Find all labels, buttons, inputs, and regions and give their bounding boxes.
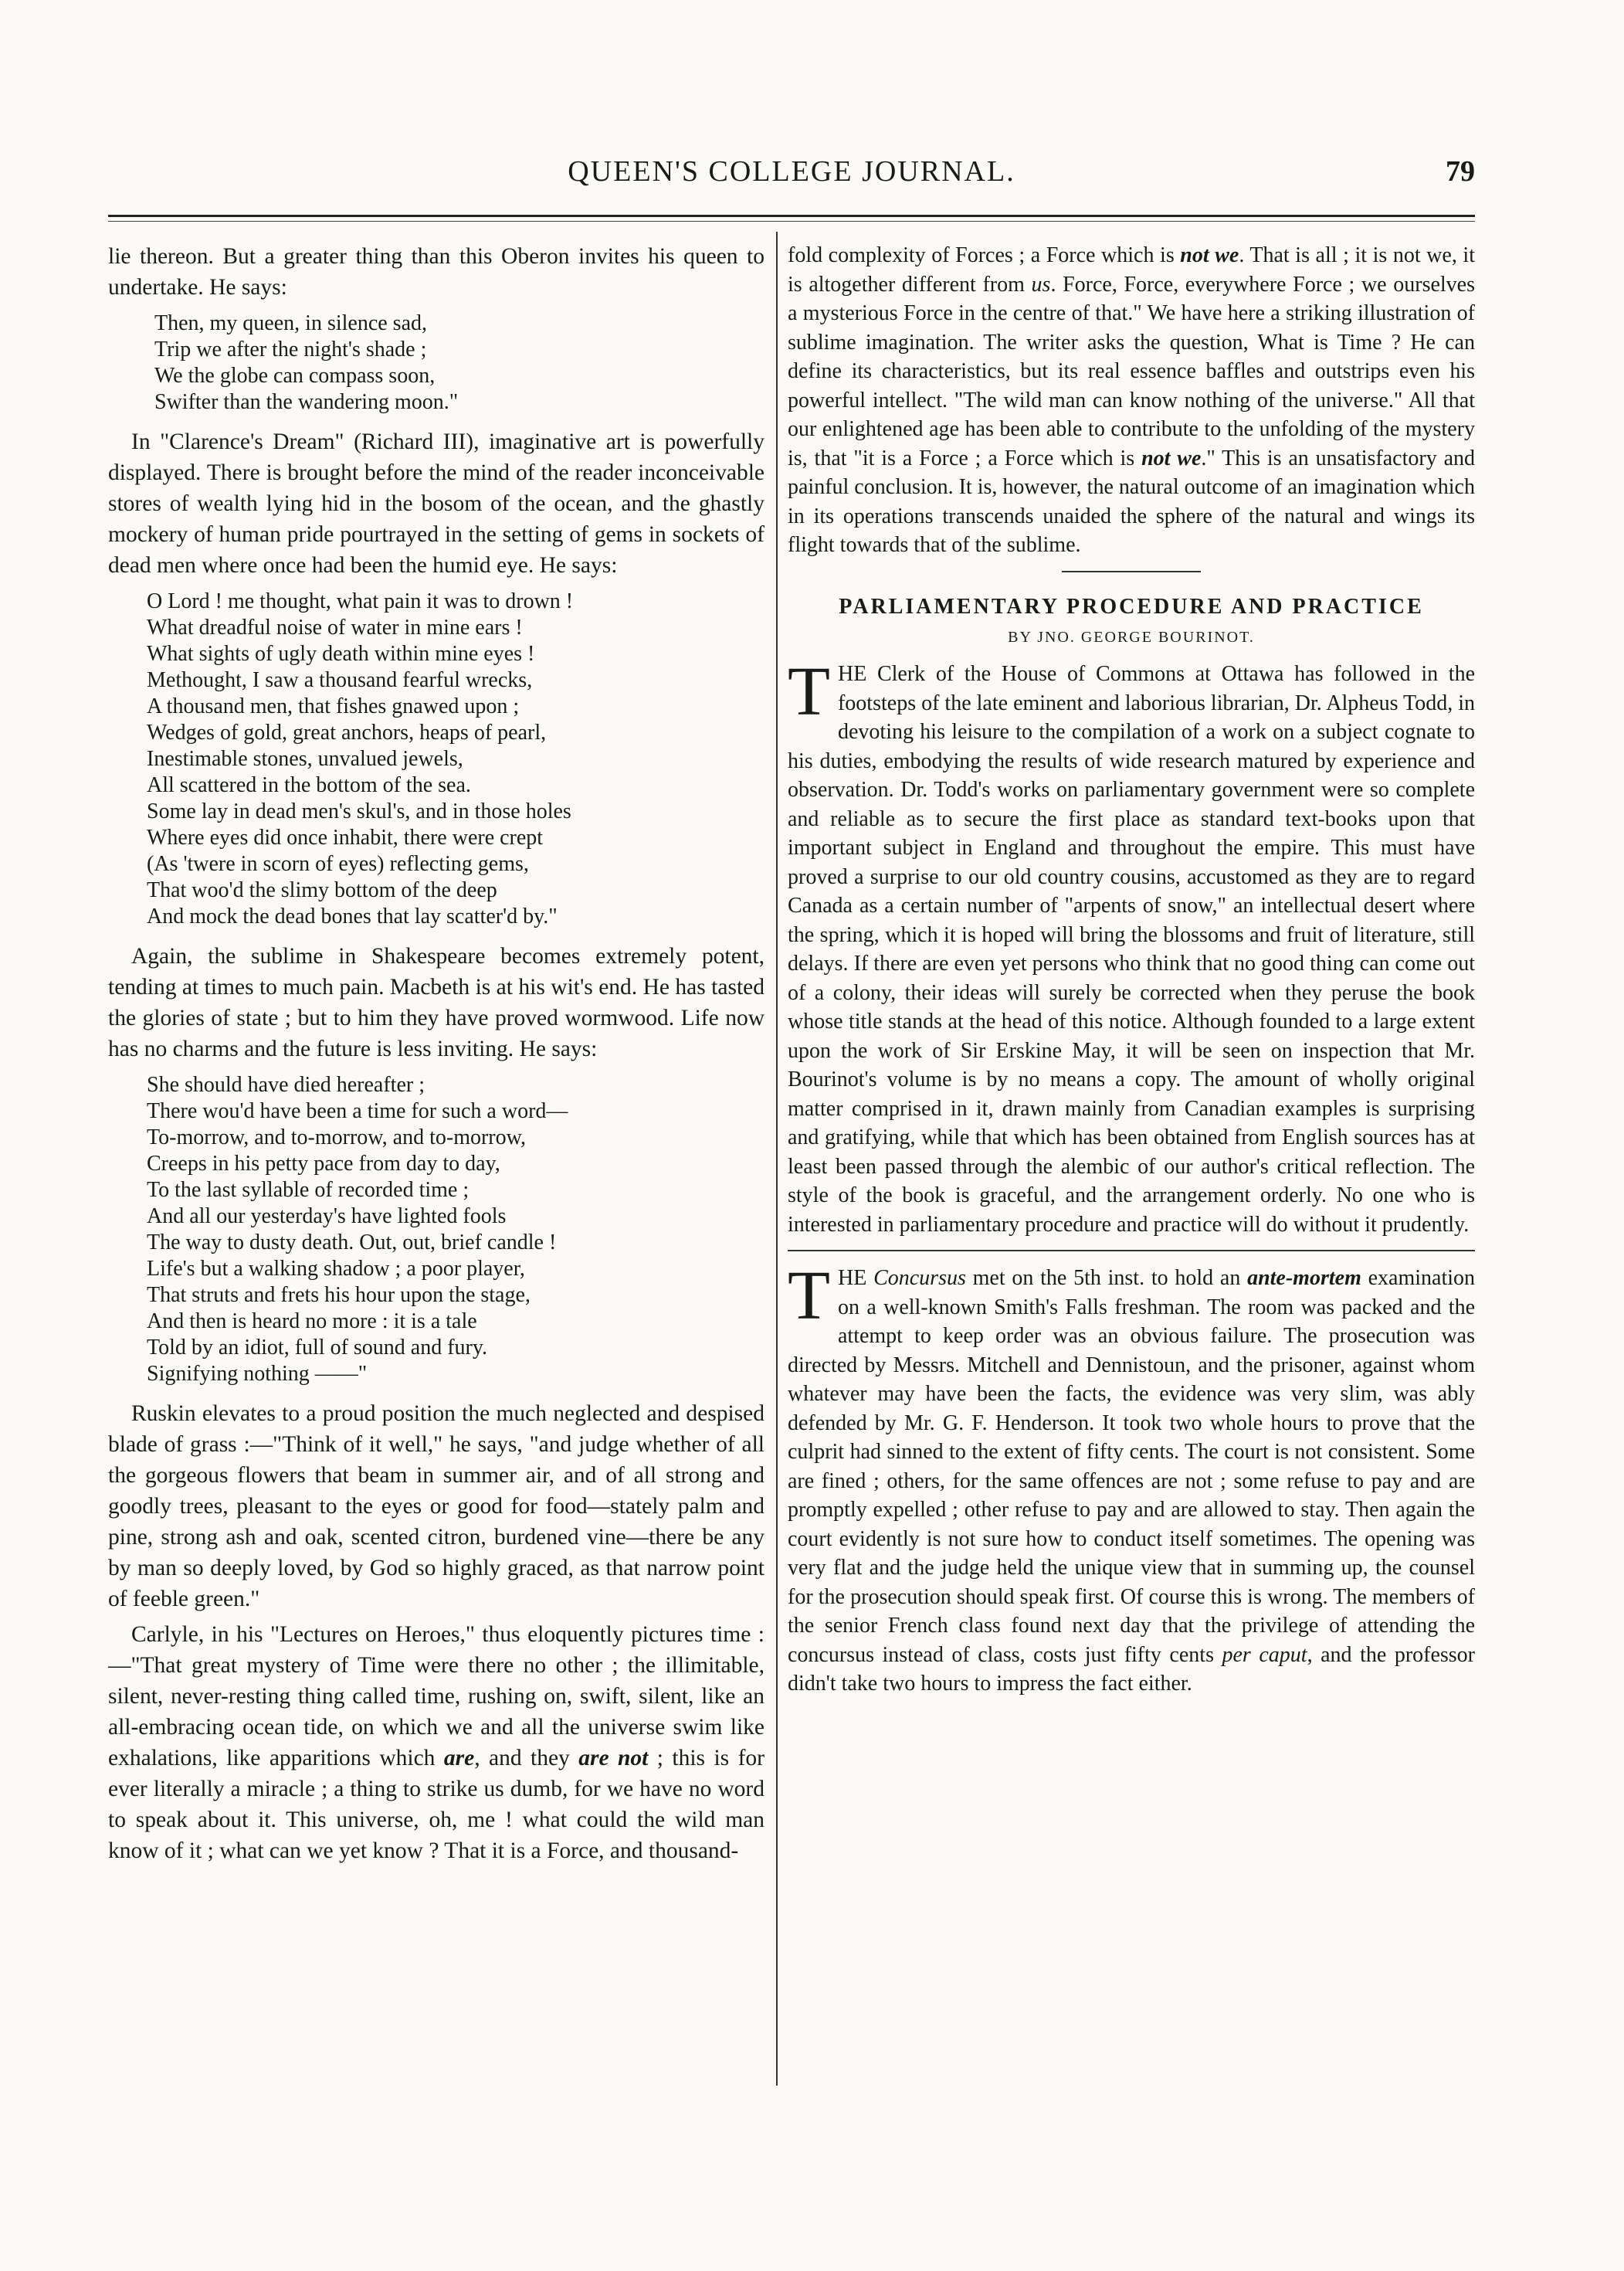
article-body xyxy=(788,653,1475,1239)
text-run: fold complexity of Forces ; a Force which is xyxy=(788,243,1181,267)
article-title: PARLIAMENTARY PROCEDURE AND PRACTICE xyxy=(839,594,1424,619)
verse-line: Told by an idiot, full of sound and fury. xyxy=(147,1336,488,1360)
text-run: examination on a well-known Smith's Falls freshman. The room was packed and the attempt to keep order was an obvious failure. The prosecution was directed by Messrs. Mitchell and Dennistoun, and the prisoner, against whom whatever may have been the facts, the evidence was very slim, was ably defended by Mr. G. F. Henderson. It took two whole hours to prove that the culprit had sinned to the extent of fifty cents. The court is not consistent. Some are fined ; others, for the same offences are not ; some refuse to pay and are promptly expelled ; other refuse to pay and are allowed to stay. Then again the court evidently is not sure how to conduct itself sometimes. The opening was very flat and the judge held the unique view that in summing up, the counsel for the prosecution should speak first. Of course this is wrong. The members of the senior French class found next day that the privilege of attending the concursus instead of class, costs just fifty cents xyxy=(788,1266,1475,1667)
verse-line: And then is heard no more : it is a tale xyxy=(147,1309,477,1333)
text-run: Carlyle, in his "Lectures on Heroes," thus eloquently pictures time :—"That great mystery of Time were there no other ; the illimitable, silent, never-resting thing called time, rushing on, swift, silent, like an all-embracing ocean tide, on which we and all the universe swim like exhalations, like apparitions which xyxy=(108,1622,765,1770)
header-rule xyxy=(108,215,1475,217)
verse-line: Life's but a walking shadow ; a poor player, xyxy=(147,1257,525,1281)
header-rule-thin xyxy=(108,221,1475,222)
verse-clarence xyxy=(147,589,765,930)
concursus-paragraph xyxy=(788,1258,1475,1699)
verse-line: Methought, I saw a thousand fearful wrecks, xyxy=(147,668,533,692)
emphasis-concursus: Concursus xyxy=(873,1266,966,1290)
left-paragraph-1: lie thereon. But a greater thing than this Oberon invites his queen to undertake. He says: xyxy=(108,244,765,300)
emphasis-not-we: not we xyxy=(1180,243,1239,267)
verse-line: Some lay in dead men's skul's, and in those holes xyxy=(147,799,571,823)
text-run: . Force, Force, everywhere Force ; we ourselves a mysterious Force in the centre of that." We have here a striking illustration of sublime imagination. The writer asks the question, What is Time ? He can define its characteristics, but its real essence baffles and outstrips even his powerful intellect. "The wild man can know nothing of the universe." All that our enlightened age has been able to contribute to the unfolding of the mystery is, that "it is a Force ; a Force which is xyxy=(788,272,1475,470)
verse-line: Inestimable stones, unvalued jewels, xyxy=(147,747,463,771)
verse-line: That woo'd the slimy bottom of the deep xyxy=(147,878,497,902)
verse-line: What dreadful noise of water in mine ears ! xyxy=(147,616,523,640)
verse-line: That struts and frets his hour upon the stage, xyxy=(147,1283,531,1307)
left-column xyxy=(108,241,765,2172)
verse-line: And mock the dead bones that lay scatter'd by." xyxy=(147,905,558,928)
emphasis-us: us xyxy=(1031,272,1051,297)
verse-line: Wedges of gold, great anchors, heaps of pearl, xyxy=(147,721,547,745)
column-divider xyxy=(776,232,778,2086)
text-run: . That is all ; it is not we, it is altogether different from xyxy=(788,243,1475,297)
verse-line: A thousand men, that fishes gnawed upon ; xyxy=(147,694,520,718)
verse-line: To the last syllable of recorded time ; xyxy=(147,1178,470,1202)
left-paragraph-2: In "Clarence's Dream" (Richard III), imaginative art is powerfully displayed. There is brought before the mind of the reader inconceivable stores of wealth lying hid in the bosom of the ocean, and the ghastly mockery of human pride pourtrayed in the setting of gems in sockets of dead men where once had been the humid eye. He says: xyxy=(108,429,765,578)
verse-line: (As 'twere in scorn of eyes) reflecting gems, xyxy=(147,852,529,876)
emphasis-ante-mortem: ante-mortem xyxy=(1247,1266,1361,1290)
verse-line: Creeps in his petty pace from day to day, xyxy=(147,1152,500,1176)
verse-line: There wou'd have been a time for such a word— xyxy=(147,1099,568,1123)
right-column xyxy=(788,241,1475,2172)
verse-line: All scattered in the bottom of the sea. xyxy=(147,773,471,797)
text-run: HE xyxy=(837,1266,874,1290)
verse-macbeth xyxy=(147,1072,765,1387)
verse-oberon xyxy=(154,311,765,416)
emphasis-are-not: are not xyxy=(578,1746,649,1770)
emphasis-per-caput: per caput xyxy=(1222,1642,1307,1667)
emphasis-are: are xyxy=(443,1746,475,1770)
verse-line: Trip we after the night's shade ; xyxy=(154,338,427,362)
verse-line: What sights of ugly death within mine eyes ! xyxy=(147,642,535,666)
verse-line: We the globe can compass soon, xyxy=(154,364,436,388)
drop-cap: T xyxy=(788,1258,830,1334)
verse-line: She should have died hereafter ; xyxy=(147,1073,425,1097)
left-paragraph-5 xyxy=(108,1619,765,1866)
verse-line: To-morrow, and to-morrow, and to-morrow, xyxy=(147,1125,527,1149)
verse-line: And all our yesterday's have lighted fools xyxy=(147,1204,507,1228)
page-header xyxy=(108,154,1475,201)
text-run: ; this is for ever literally a miracle ; a thing to strike us dumb, for we have no word to speak about it. This universe, oh, me ! what could the wild man know of it ; what can we yet know ? That it is a Force, and thousand- xyxy=(108,1746,765,1863)
verse-line: Swifter than the wandering moon." xyxy=(154,390,459,414)
section-divider-full xyxy=(788,1250,1475,1251)
article-byline: BY JNO. GEORGE BOURINOT. xyxy=(1008,628,1255,646)
text-run: ." This is an unsatisfactory and painful conclusion. It is, however, the natural outcome of an imagination which in its operations transcends unaided the sphere of the natural and wings its flight towards that of the sublime. xyxy=(788,446,1475,557)
left-paragraph-4: Ruskin elevates to a proud position the much neglected and despised blade of grass :—"Think of it well," he says, "and judge whether of all the gorgeous flowers that beam in summer air, and of all strong and goodly trees, pleasant to the eyes or good for food—stately palm and pine, strong ash and oak, scented citron, burdened vine—there be any by man so deeply loved, by God so highly graced, as that narrow point of feeble green." xyxy=(108,1401,765,1611)
text-run: , and they xyxy=(474,1746,579,1770)
running-title: QUEEN'S COLLEGE JOURNAL. xyxy=(568,155,1015,188)
verse-line: Then, my queen, in silence sad, xyxy=(154,311,428,335)
section-divider xyxy=(1062,571,1201,572)
verse-line: Where eyes did once inhabit, there were crept xyxy=(147,826,544,850)
text-run: HE Clerk of the House of Commons at Ottawa has followed in the footsteps of the late eminent and laborious librarian, Dr. Alpheus Todd, in devoting his leisure to the compilation of a work on a subject cognate to his duties, embodying the results of wide research matured by experience and observation. Dr. Todd's works on parliamentary government were so complete and reliable as to secure the first place as standard text-books upon that important subject in England and throughout the empire. This must have proved a surprise to our old country cousins, accustomed as they are to regard Canada as a certain number of "arpents of snow," an intellectual desert where the spring, which it is hoped will bring the blossoms and fruit of literature, still delays. If there are even yet persons who think that no good thing can come out of a colony, their ideas will surely be corrected when they peruse the book whose title stands at the head of this notice. Although founded to a large extent upon the work of Sir Erskine May, it will be seen on inspection that Mr. Bourinot's volume is by no means a copy. The amount of wholly original matter comprised in it, drawn mainly from Canadian examples is surprising and gratifying, while that which has been obtained from English sources has at least been passed through the alembic of our author's critical reflection. The style of the book is graceful, and the arrangement orderly. No one who is interested in parliamentary procedure and practice will do without it prudently. xyxy=(788,662,1475,1237)
text-run: met on the 5th inst. to hold an xyxy=(965,1266,1248,1290)
emphasis-not-we-2: not we xyxy=(1141,446,1202,470)
page-number: 79 xyxy=(1446,155,1475,188)
text-run: , and the professor didn't take two hours to impress the fact either. xyxy=(788,1642,1475,1696)
verse-line: The way to dusty death. Out, out, brief candle ! xyxy=(147,1231,557,1254)
left-paragraph-3: Again, the sublime in Shakespeare becomes extremely potent, tending at times to much pain. Macbeth is at his wit's end. He has tasted the glories of state ; but to him they have proved wormwood. Life now has no charms and the future is less inviting. He says: xyxy=(108,944,765,1061)
right-paragraph-1 xyxy=(788,241,1475,560)
verse-line: O Lord ! me thought, what pain it was to drown ! xyxy=(147,589,574,613)
drop-cap: T xyxy=(788,653,830,730)
verse-line: Signifying nothing ——" xyxy=(147,1362,368,1386)
